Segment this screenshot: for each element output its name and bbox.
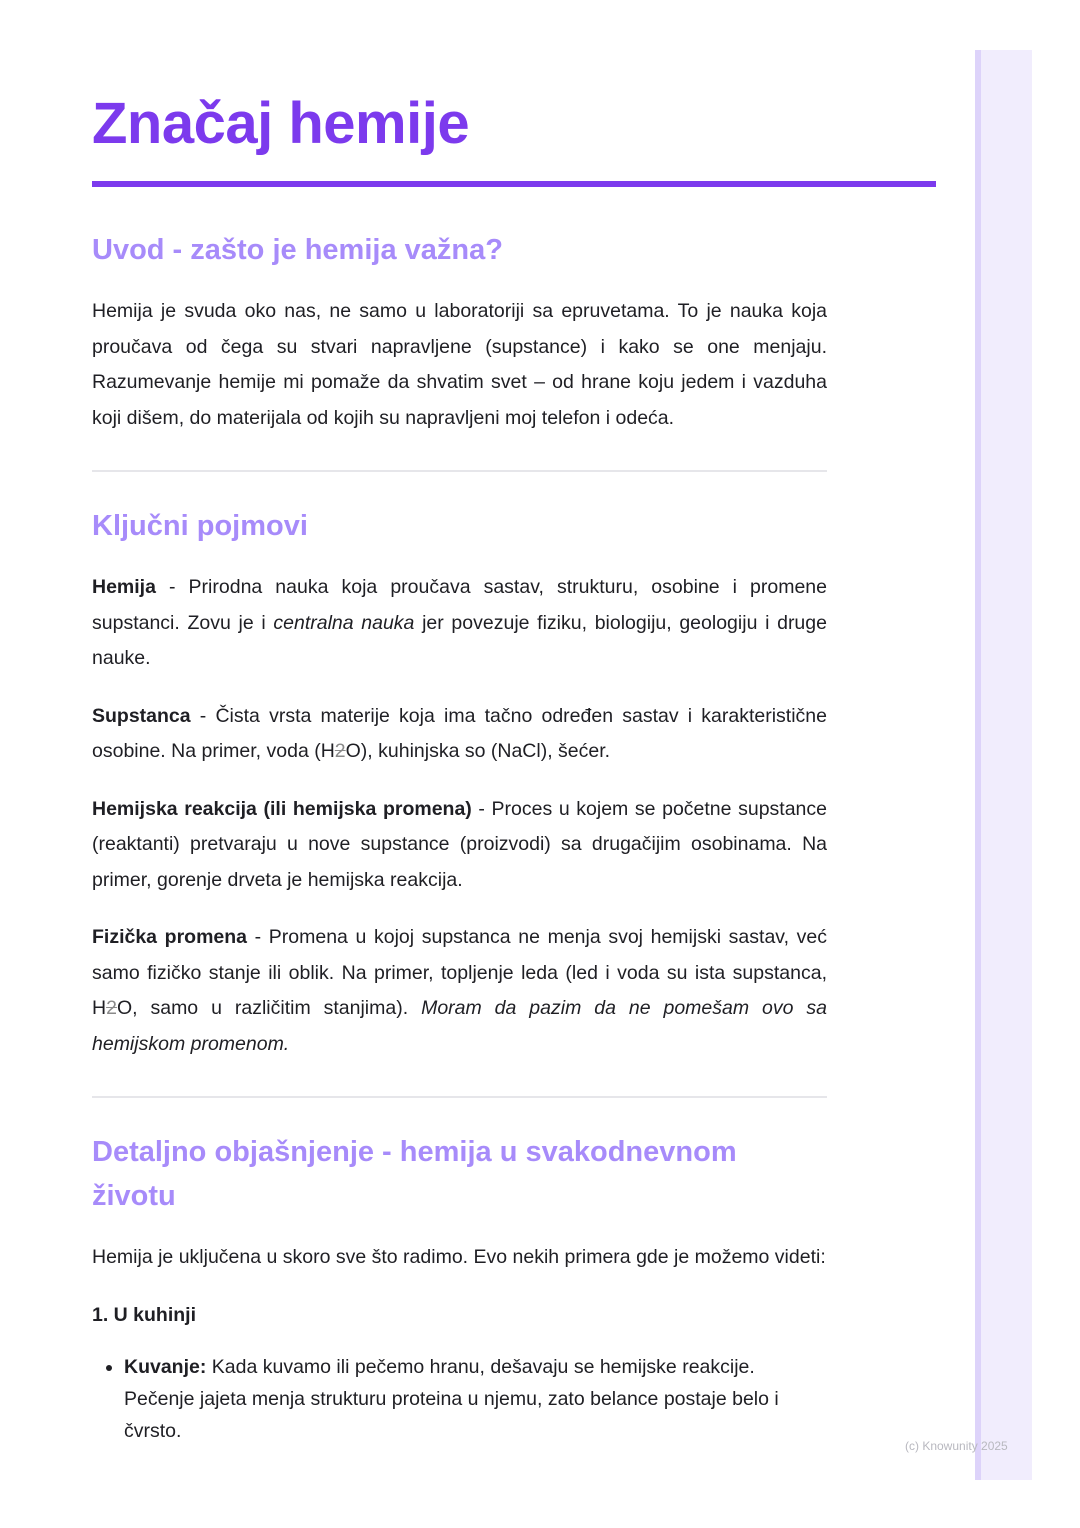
section-divider <box>92 470 827 472</box>
title-underline <box>92 181 936 187</box>
detail-paragraph: Hemija je uključena u skoro sve što radimo. Evo nekih primera gde je možemo videti: <box>92 1246 826 1268</box>
concept-text: jer povezuje fiziku, biologiju, geologiju i druge nauke. <box>92 611 827 669</box>
concept-term: Supstanca <box>92 704 191 727</box>
concept-text: - Čista vrsta materije koja ima tačno određen sastav i karakteristične osobine. Na primer, voda (H <box>92 704 827 762</box>
concept-term: Hemija <box>92 576 156 598</box>
concept-hemija <box>92 570 827 677</box>
page-title: Značaj hemije <box>92 91 470 156</box>
concept-text: - Promena u kojoj supstanca ne menja svoj hemijski sastav, već samo fizičko stanje ili oblik. Na primer, topljenje leda (led i voda su ista supstanca, H <box>92 926 827 1019</box>
concept-emphasis: centralna nauka <box>273 611 415 634</box>
list-item-term: Kuvanje: <box>124 1356 207 1378</box>
concept-fizicka-promena <box>92 920 827 1062</box>
concept-text: O), kuhinjska so (NaCl), šećer. <box>345 740 611 762</box>
concept-term: Fizička promena <box>92 926 248 948</box>
detail-heading: Detaljno objašnjenje - hemija u svakodnevnom životu <box>92 1136 737 1212</box>
intro-section <box>92 228 827 436</box>
subscript: 2 <box>334 740 346 762</box>
concept-text: - Prirodna nauka koja proučava sastav, strukturu, osobine i promene supstanci. Zovu je i <box>92 576 827 634</box>
list-item-text: Kada kuvamo ili pečemo hranu, dešavaju se hemijske reakcije. Pečenje jajeta menja strukturu proteina u njemu, zato belance postaje belo i čvrsto. <box>124 1356 779 1442</box>
subscript: 2 <box>106 997 117 1019</box>
concept-hemijska-reakcija <box>92 792 827 899</box>
kitchen-subheading: 1. U kuhinji <box>92 1303 197 1326</box>
side-panel <box>975 50 1032 1480</box>
section-divider <box>92 1096 827 1098</box>
concept-term: Hemijska reakcija (ili hemijska promena) <box>92 797 472 820</box>
list-item <box>124 1351 827 1447</box>
detail-section <box>92 1130 827 1447</box>
intro-paragraph: Hemija je svuda oko nas, ne samo u laboratoriji sa epruvetama. To je nauka koja proučava od čega su stvari napravljene (supstance) i kako se one menjaju. Razumevanje hemije mi pomaže da shvatim svet – od hrane koju jedem i vazduha koji dišem, do materijala od kojih su napravljeni moj telefon i odeća. <box>92 300 827 429</box>
document-body <box>92 228 827 1447</box>
concept-text: O, samo u različitim stanjima). <box>116 997 422 1019</box>
concept-note: Moram da pazim da ne pomešam ovo sa hemijskom promenom. <box>92 997 827 1055</box>
concept-text: - Proces u kojem se početne supstance (reaktanti) pretvaraju u nove supstance (proizvodi) sa drugačijim osobinama. Na primer, gorenje drveta je hemijska reakcija. <box>92 797 827 891</box>
kitchen-list <box>92 1351 827 1447</box>
copyright-footer: (c) Knowunity 2025 <box>905 1439 1008 1453</box>
concepts-heading: Ključni pojmovi <box>92 510 308 542</box>
concepts-section <box>92 504 827 1062</box>
intro-heading: Uvod - zašto je hemija važna? <box>92 234 503 266</box>
concept-supstanca <box>92 699 827 770</box>
side-panel-border <box>975 50 981 1480</box>
